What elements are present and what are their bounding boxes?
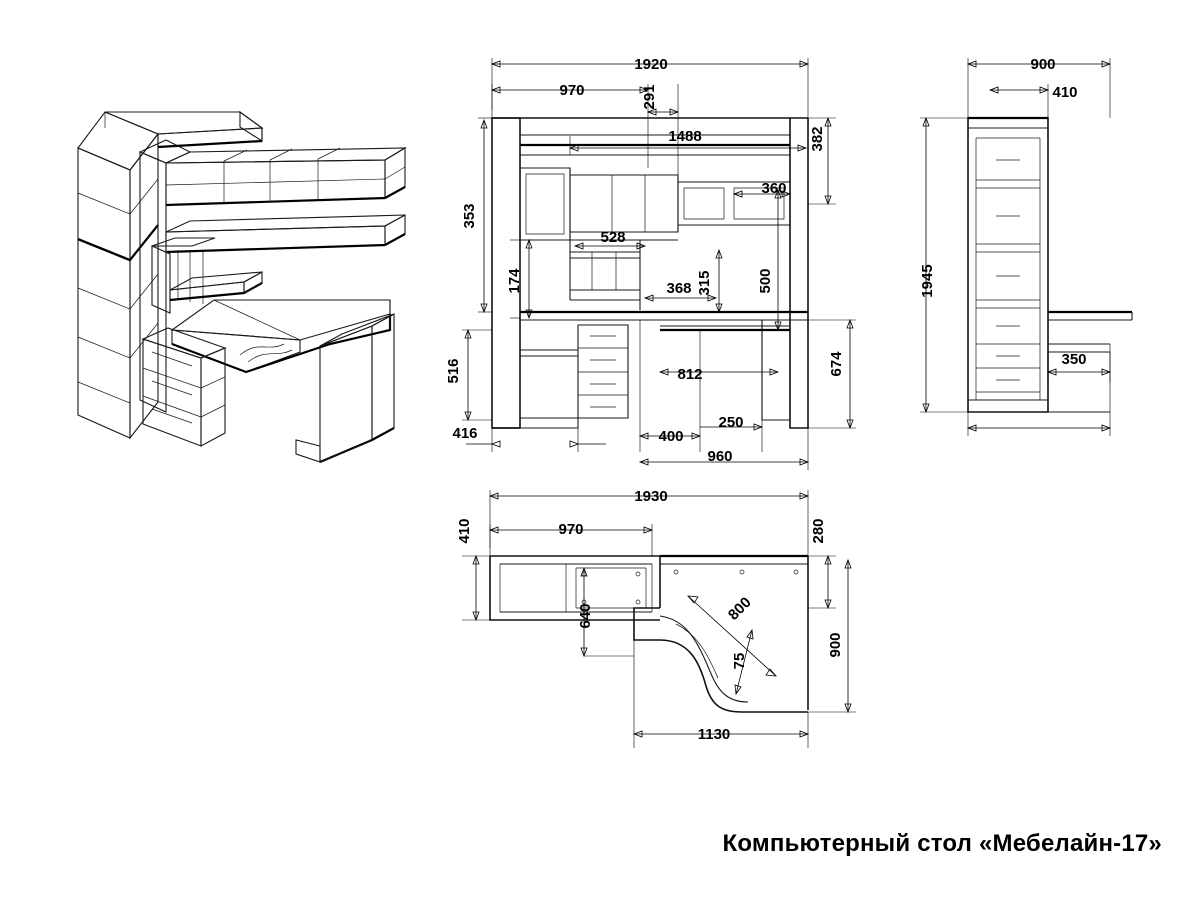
dim-label: 360 bbox=[761, 180, 787, 197]
dim-label: 1920 bbox=[634, 56, 668, 73]
dim-label: 640 bbox=[577, 603, 594, 629]
dim-label: 353 bbox=[461, 203, 478, 229]
dim-label: 800 bbox=[724, 593, 755, 624]
dim-label: 410 bbox=[1052, 84, 1078, 101]
dim-label: 382 bbox=[809, 126, 826, 152]
view-front bbox=[462, 58, 856, 470]
dim-label: 1488 bbox=[668, 128, 702, 145]
dim-label: 960 bbox=[707, 448, 733, 465]
dim-label: 970 bbox=[558, 521, 584, 538]
dim-label: 350 bbox=[1061, 351, 1087, 368]
dim-label: 250 bbox=[718, 414, 744, 431]
dim-label: 315 bbox=[696, 270, 713, 296]
dim-label: 900 bbox=[1030, 56, 1056, 73]
dim-label: 400 bbox=[658, 428, 684, 445]
dim-label: 528 bbox=[600, 229, 626, 246]
dim-label: 416 bbox=[452, 425, 478, 442]
dim-label: 368 bbox=[666, 280, 692, 297]
dim-label: 970 bbox=[559, 82, 585, 99]
dim-label: 812 bbox=[677, 366, 703, 383]
dim-label: 280 bbox=[810, 518, 827, 544]
dim-label: 500 bbox=[757, 268, 774, 294]
dim-label-group-side bbox=[919, 56, 1087, 368]
view-side bbox=[920, 58, 1132, 436]
page-title: Компьютерный стол «Мебелайн-17» bbox=[722, 830, 1162, 857]
dim-label: 75 bbox=[731, 652, 748, 670]
view-isometric bbox=[78, 112, 405, 462]
dim-label: 174 bbox=[506, 268, 523, 294]
dim-label: 1945 bbox=[919, 264, 936, 298]
dim-label: 674 bbox=[828, 351, 845, 377]
dim-label-group-top bbox=[456, 488, 844, 743]
dim-label: 1930 bbox=[634, 488, 668, 505]
dim-label: 900 bbox=[827, 632, 844, 658]
dim-label: 1130 bbox=[697, 726, 731, 743]
view-top bbox=[462, 490, 856, 748]
dim-label: 516 bbox=[445, 358, 462, 384]
dim-label: 291 bbox=[641, 84, 658, 110]
dim-label: 410 bbox=[456, 518, 473, 544]
